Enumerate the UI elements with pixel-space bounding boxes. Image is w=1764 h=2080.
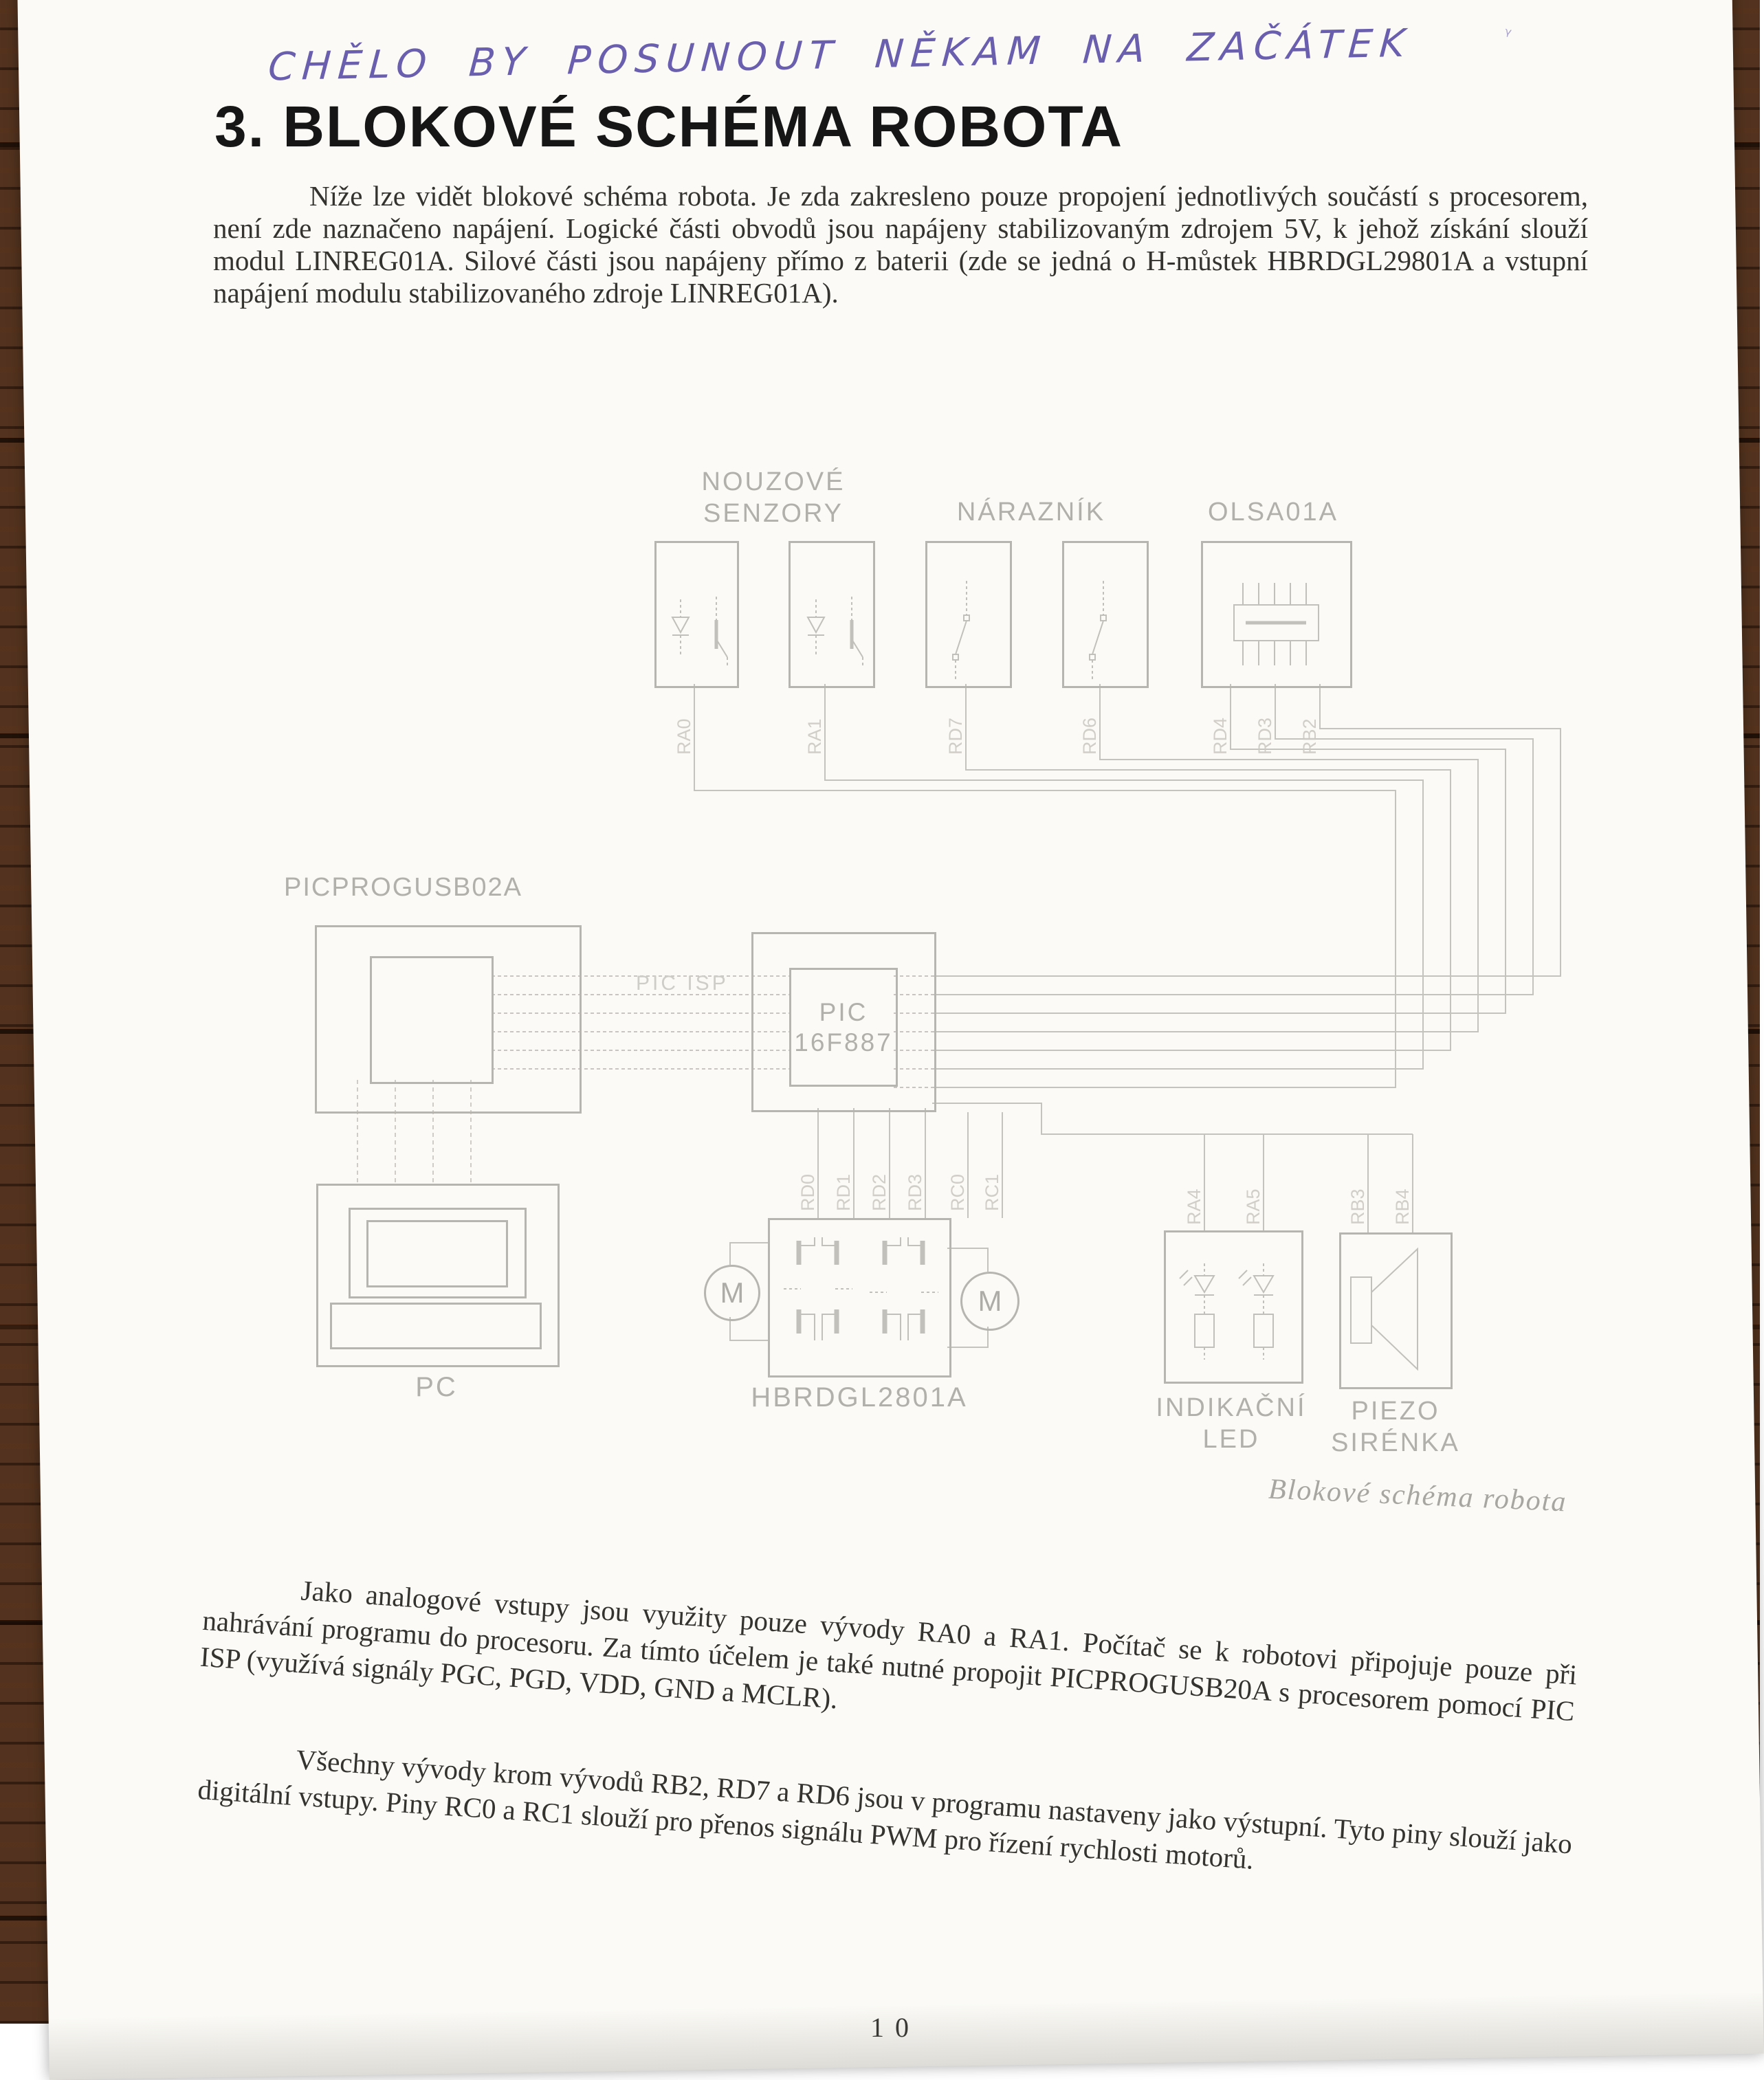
svg-text:RD3: RD3: [1255, 717, 1275, 755]
pen-mark: ᵞ: [1501, 24, 1513, 46]
svg-text:RD3: RD3: [905, 1173, 925, 1211]
svg-text:RD6: RD6: [1079, 717, 1100, 755]
block-piezo-siren: [1339, 1232, 1453, 1389]
svg-text:RD0: RD0: [797, 1173, 818, 1211]
svg-text:RD7: RD7: [945, 717, 966, 755]
wire-pic-to-led-piezo: [932, 1103, 1413, 1232]
svg-text:RB3: RB3: [1347, 1188, 1368, 1225]
label-indikacni-led: INDIKAČNÍ LED: [1156, 1393, 1307, 1454]
paragraph-1: Níže lze vidět blokové schéma robota. Je zda zakresleno pouze propojení jednotlivých součástí s procesorem, není zde naznačeno napájení. Logické části obvodů jsou napájeny stabilizovaným zdrojem 5V, k jehož získání slouží modul LINREG01A. Silové části jsou napájeny přímo z baterii (zde se jedná o H-můstek HBRDGL29801A a vstupní napájení modulu stabilizovaného zdroje LINREG01A).: [213, 180, 1588, 309]
block-pic-chip: [789, 968, 898, 1087]
motor-right: M: [960, 1272, 1019, 1331]
isp-bundle-label: PIC ISP: [636, 972, 729, 995]
svg-text:RD1: RD1: [833, 1173, 854, 1211]
svg-text:RD4: RD4: [1210, 717, 1231, 755]
label-piezo-sirenka: PIEZO SIRÉNKA: [1331, 1397, 1460, 1457]
block-bumper-switch-2: [1062, 541, 1149, 688]
block-emergency-sensor-1: [654, 541, 739, 688]
label-naraznik: NÁRAZNÍK: [956, 498, 1106, 527]
svg-text:RD2: RD2: [869, 1173, 890, 1211]
block-hbridge: [768, 1218, 951, 1378]
svg-text:RB2: RB2: [1299, 718, 1320, 755]
label-pc: PC: [415, 1372, 458, 1402]
svg-text:RC0: RC0: [947, 1173, 968, 1211]
page-title: 3. BLOKOVÉ SCHÉMA ROBOTA: [214, 94, 1124, 159]
motor-left: M: [704, 1265, 760, 1321]
block-bumper-switch-1: [925, 541, 1012, 688]
page-number: [870, 2011, 932, 2024]
svg-text:RA5: RA5: [1243, 1188, 1264, 1225]
block-emergency-sensor-2: [789, 541, 875, 688]
svg-text:RB4: RB4: [1392, 1188, 1413, 1225]
paragraph-3: Všechny vývody krom vývodů RB2, RD7 a RD6 jsou v programu nastaveny jako výstupní. Tyto piny slouží jako digitální vstupy. Piny RC0 a RC1 slouží pro přenos signálu PWM pro řízení rychlosti motorů.: [197, 1743, 1574, 1875]
pic-chip-label: PIC 16F887: [794, 997, 893, 1056]
block-olsa01a: [1201, 541, 1352, 688]
svg-text:RA0: RA0: [674, 718, 694, 755]
svg-text:RA4: RA4: [1184, 1188, 1204, 1225]
svg-text:RC1: RC1: [982, 1173, 1002, 1211]
label-nouzove-senzory: NOUZOVÉ SENZORY: [701, 467, 846, 528]
block-indicator-led: [1164, 1230, 1303, 1384]
label-picprogusb02a: PICPROGUSB02A: [284, 873, 522, 902]
handwritten-note: CHĚLO BY POSUNOUT NĚKAM NA ZAČÁTEK: [267, 21, 1413, 90]
label-hbrdgl2801a: HBRDGL2801A: [751, 1382, 968, 1413]
pc-keyboard: [330, 1303, 542, 1349]
paragraph-2: Jako analogové vstupy jsou využity pouze vývody RA0 a RA1. Počítač se k robotovi připojuje pouze při nahrávání programu do procesoru. Za tímto účelem je také nutné propojit PICPROGUSB20A s procesorem pomocí PIC ISP (využívá signály PGC, PGD, VDD, GND a MCLR).: [199, 1574, 1578, 1727]
pc-monitor-screen: [366, 1220, 508, 1287]
label-olsa01a: OLSA01A: [1208, 498, 1338, 527]
svg-text:RA1: RA1: [804, 718, 825, 755]
block-programmer-chip: [370, 956, 494, 1084]
figure-caption: Blokové schéma robota: [1268, 1473, 1568, 1518]
